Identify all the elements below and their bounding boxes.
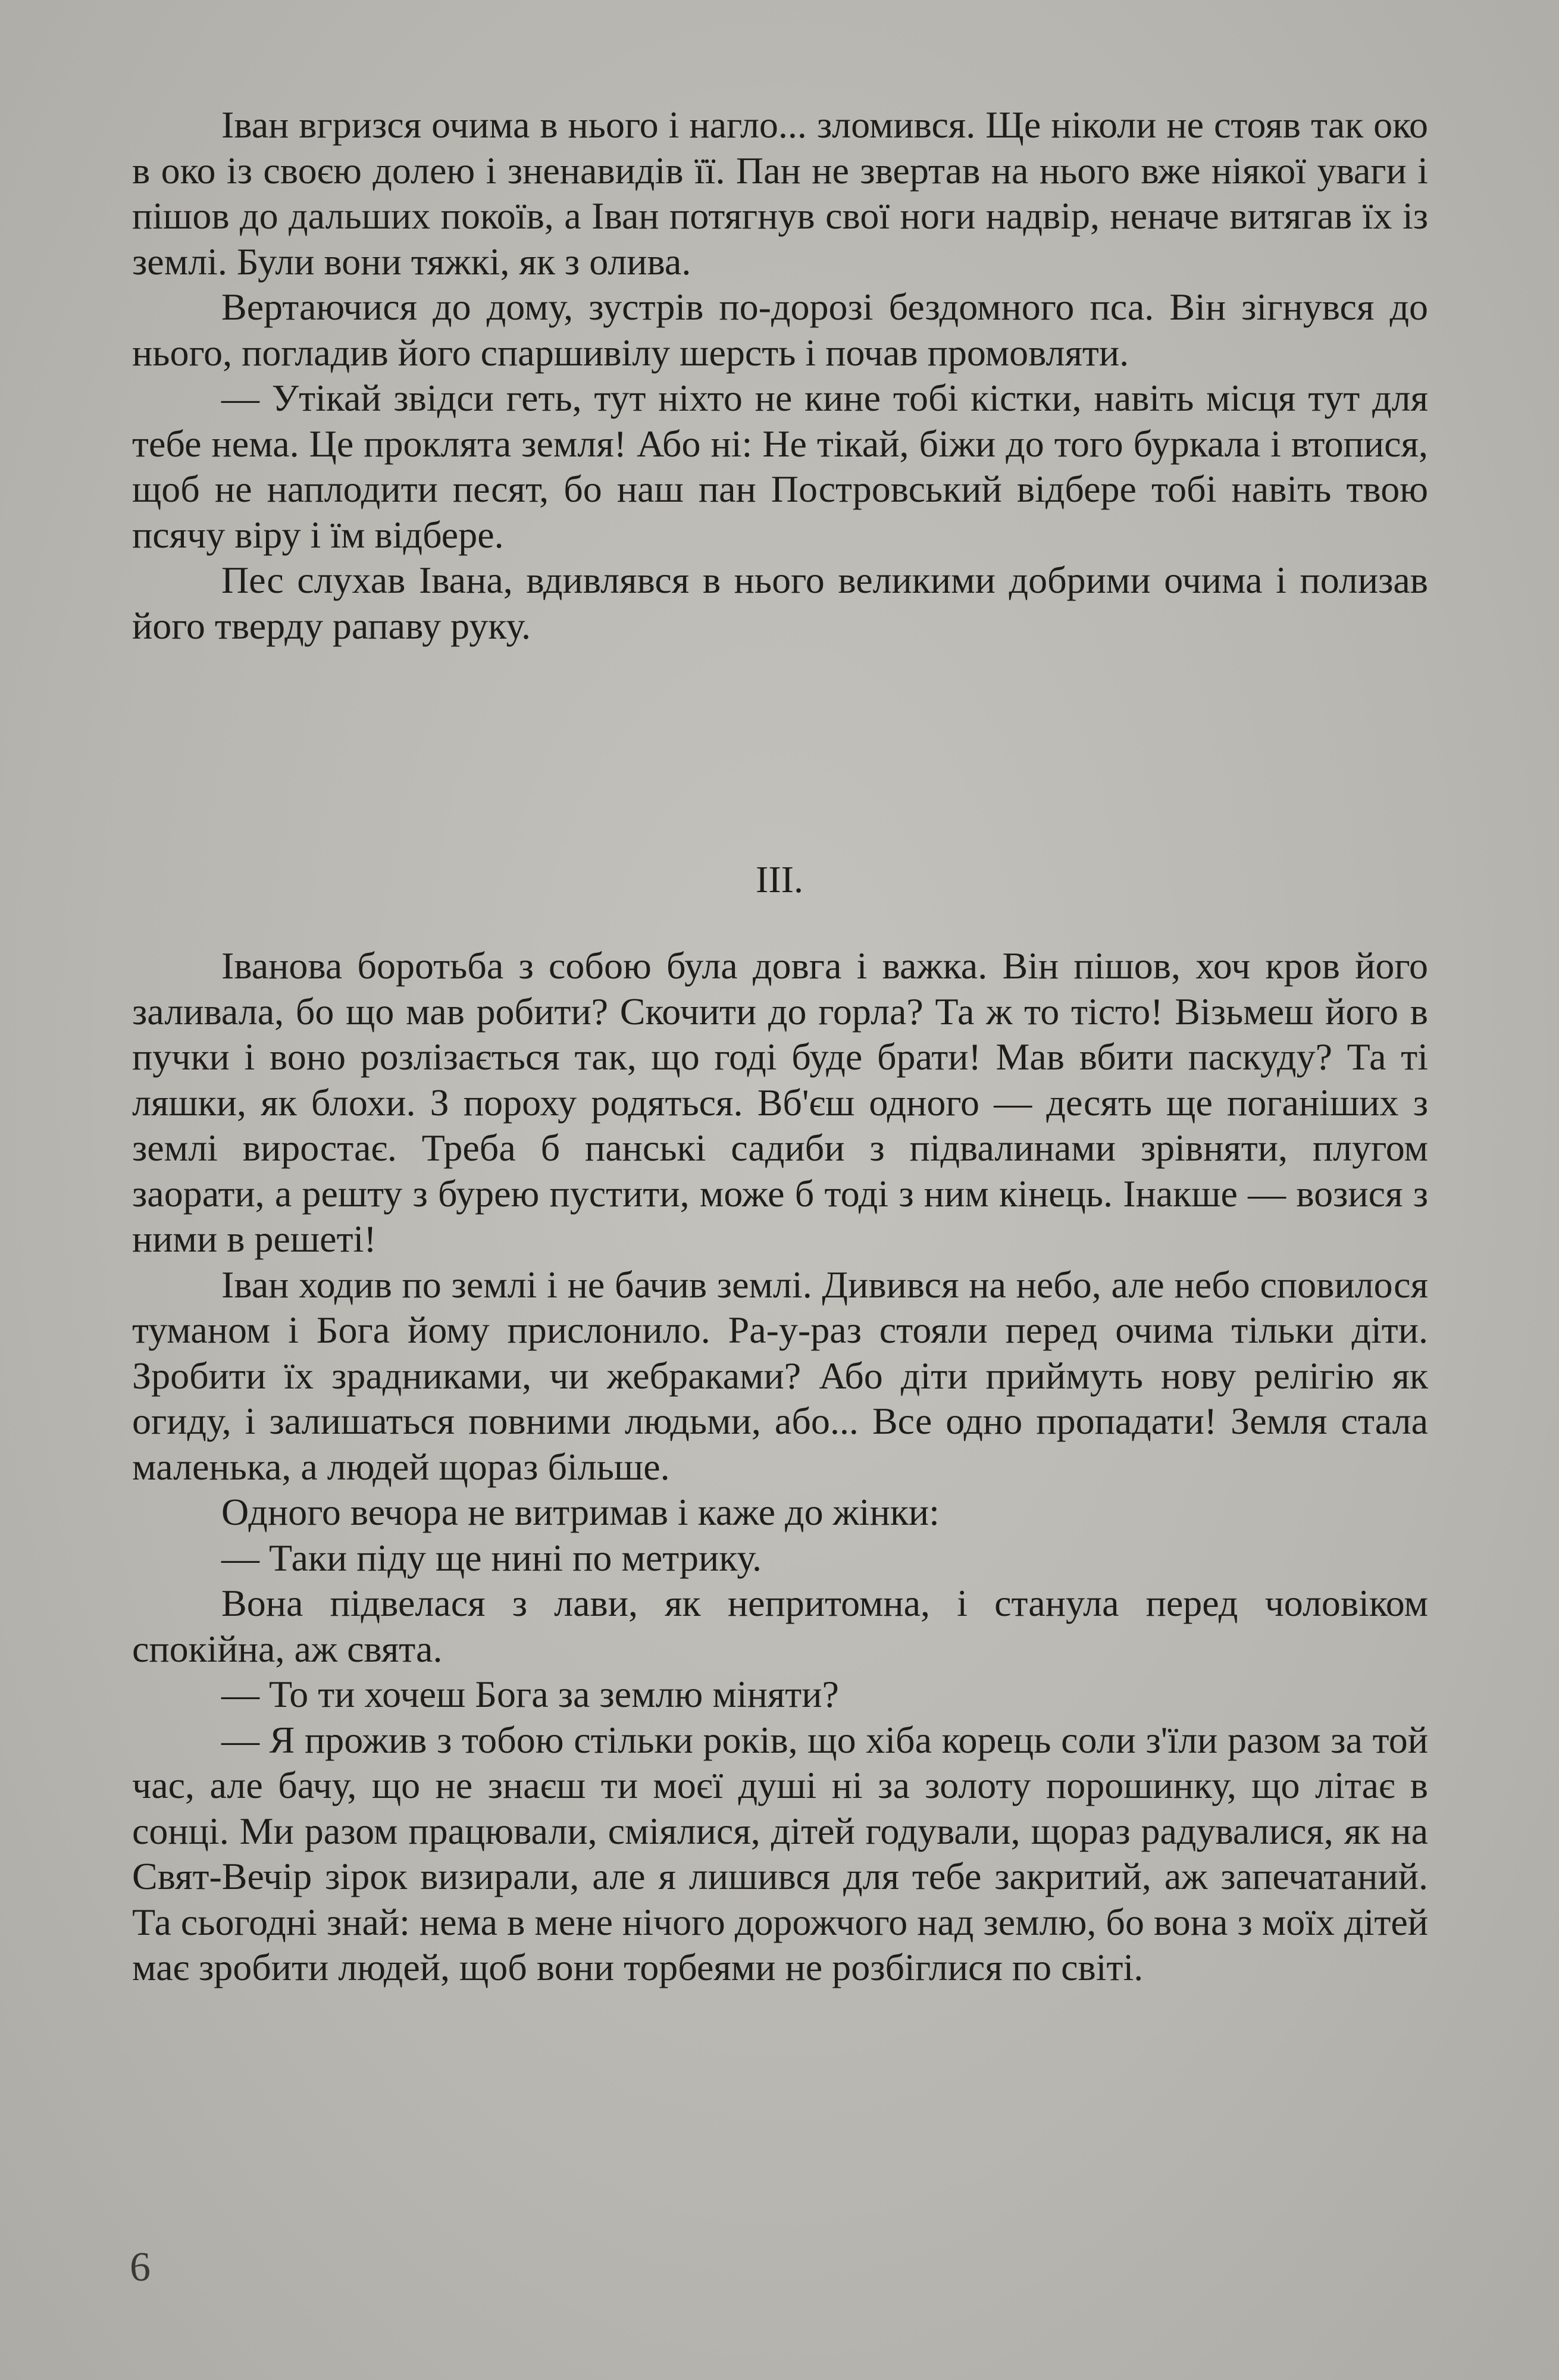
paragraph: — Я прожив з тобою стільки років, що хіба корець соли з'їли разом за той час, але бачу, що не знаєш ти моєї душі ні за золоту порошинку, що літає в сонці. Ми разом працювали, сміялися, дітей годували, щораз радувалися, як на Свят-Вечір зірок визирали, але я лишився для тебе закритий, аж запечатаний. Та сьогодні знай: нема в мене нічого дорожчого над землю, бо вона з моїх дітей має зробити людей, щоб вони торбеями не розбіглися по світі.: [132, 1718, 1428, 1988]
text-block-before-heading: [132, 102, 1428, 649]
paragraph: — То ти хочеш Бога за землю міняти?: [221, 1673, 839, 1715]
paragraph: Пес слухав Івана, вдивлявся в нього великими добрими очима і полизав його тверду рапаву руку.: [132, 559, 1428, 647]
section-heading: III.: [756, 858, 803, 900]
paragraph: Іван вгризся очима в нього і нагло... зломився. Ще ніколи не стояв так око в око із своєю долею і зненавидів її. Пан не звертав на нього вже ніякої уваги і пішов до дальших покоїв, а Іван потягнув свої ноги надвір, неначе витягав їх із землі. Були вони тяжкі, як з олива.: [132, 104, 1428, 283]
paragraph: Іванова боротьба з собою була довга і важка. Він пішов, хоч кров його заливала, бо що мав робити? Скочити до горла? Та ж то тісто! Візьмеш його в пучки і воно розлізається так, що годі буде брати! Мав вбити паскуду? Та ті ляшки, як блохи. З пороху родяться. Вб'єш одного — десять ще поганіших з землі виростає. Треба б панські садиби з підвалинами зрівняти, плугом заорати, а решту з бурею пустити, може б тоді з ним кінець. Інакше — возися з ними в решеті!: [132, 945, 1428, 1260]
paragraph: Вертаючися до дому, зустрів по-дорозі бездомного пса. Він зігнувся до нього, погладив його спаршивілу шерсть і почав промовляти.: [132, 286, 1428, 374]
page-number: 6: [130, 2244, 151, 2290]
text-block-after-heading: [132, 943, 1428, 1991]
paragraph: Іван ходив по землі і не бачив землі. Дивився на небо, але небо сповилося туманом і Бога йому прислонило. Ра-у-раз стояли перед очима тільки діти. Зробити їх зрадниками, чи жебраками? Або діти приймуть нову релігію як огиду, і залишаться повними людьми, або... Все одно пропадати! Земля стала маленька, а людей щораз більше.: [132, 1263, 1428, 1488]
paragraph: — Таки піду ще нині по метрику.: [221, 1536, 762, 1579]
paragraph: Вона підвелася з лави, як непритомна, і станула перед чоловіком спокійна, аж свята.: [132, 1582, 1428, 1670]
paragraph: — Утікай звідси геть, тут ніхто не кине тобі кістки, навіть місця тут для тебе нема. Це проклята земля! Або ні: Не тікай, біжи до того буркала і втопися, щоб не наплодити песят, бо наш пан Постровський відбере тобі навіть твою псячу віру і їм відбере.: [132, 377, 1428, 556]
paragraph: Одного вечора не витримав і каже до жінки:: [221, 1491, 940, 1533]
